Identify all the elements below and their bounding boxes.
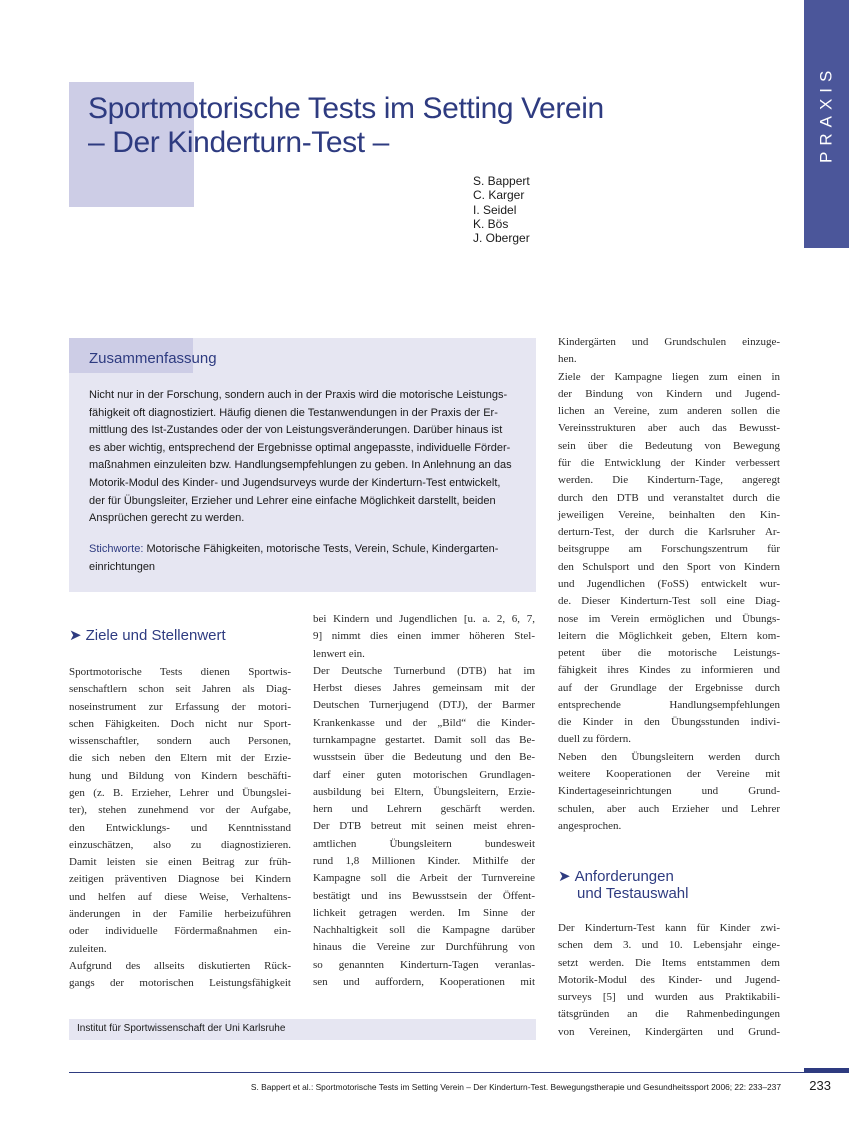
author: J. Oberger [473, 231, 530, 246]
text-line: senschaftlern schon seit Jahren als Diag- [69, 683, 291, 696]
text-line: gen (z. B. Erzieher, Lehrer und Übungslei- [69, 786, 291, 799]
text-line: Sportmotorische Tests dienen Sportwis- [69, 666, 291, 678]
footer-tab [804, 1068, 849, 1073]
text-line: wusstsein über die Bedeutung und den Be- [313, 751, 535, 764]
text-line: nose im Verein ermöglichen und Übungs- [558, 612, 780, 625]
text-line: petent über die motorische Leistungs- [558, 647, 780, 660]
author: K. Bös [473, 216, 509, 231]
article-title [88, 92, 788, 160]
text-line: tätsgründen an die Rahmenbedingungen [558, 1008, 780, 1021]
text-line: gangs der motorischen Leistungsfähigkeit [69, 977, 291, 990]
text-line: sein über die Bedeutung von Bewegung [558, 439, 780, 452]
text-line: Der Kinderturn-Test kann für Kinder zwi- [558, 922, 780, 934]
keywords-label: Stichworte: [89, 543, 144, 555]
text-line: von Vereinen, Kindergärten und Grund- [558, 1025, 780, 1038]
abstract-line: Ansprüchen gerecht zu werden. [89, 512, 245, 525]
section-title: Anforderungen [574, 868, 674, 885]
abstract-heading: Zusammenfassung [89, 350, 217, 367]
text-line: schen dem 3. und 10. Lebensjahr einge- [558, 939, 780, 952]
text-line: hinaus die Vereine zur Durchführung von [313, 941, 535, 954]
keywords-line-2: einrichtungen [89, 560, 156, 573]
body-column-3-continued [558, 920, 780, 1041]
text-line: surveys [5] und wurden aus Praktikabili- [558, 991, 780, 1004]
text-line: die Kinder in den Übungsstunden indivi- [558, 716, 780, 729]
text-line: und Jugendlichen (FoSS) entwickelt wur- [558, 577, 780, 590]
text-line: leitern die Möglichkeit geben, Eltern kom- [558, 629, 780, 642]
affiliation: Institut für Sportwissenschaft der Uni Karlsruhe [77, 1023, 286, 1034]
body-column-1 [69, 664, 291, 992]
footer-rule [69, 1072, 849, 1073]
text-line: darf einer guten motorischen Grundlagen- [313, 768, 535, 781]
author: C. Karger [473, 188, 525, 203]
text-line: de. Dieser Kinderturn-Test soll eine Diag- [558, 595, 780, 608]
body-column-3 [558, 334, 780, 835]
author: S. Bappert [473, 174, 530, 188]
text-line: ter), stehen zunehmend vor der Aufgabe, [69, 804, 291, 817]
text-line: Damit leisten sie einen Beitrag zur früh- [69, 856, 291, 869]
text-line: werden. Die Kinderturn-Tage, angeregt [558, 474, 780, 487]
text-line: durch den DTB und veranstaltet durch die [558, 491, 780, 504]
text-line: lichkeit getragen werden. Im Sinne der [313, 906, 535, 919]
text-line: entsprechende Handlungsempfehlungen [558, 698, 780, 711]
text-line: hern und Lehrern geschärft werden. [313, 803, 535, 816]
arrow-icon: ➤ [558, 868, 571, 885]
text-line: hen. [558, 353, 577, 366]
abstract-line: fähigkeit oft diagnostiziert. Häufig dienen die Testanwendungen in der Praxis der Er- [89, 406, 498, 419]
text-line: schulen, aber auch Erzieher und Lehrer [558, 802, 780, 815]
abstract-line: es aber wichtig, entsprechend der Ergebnisse optimal angepasste, individuelle Förder- [89, 441, 511, 454]
text-line: lenwert ein. [313, 647, 365, 660]
text-line: Der Deutsche Turnerbund (DTB) hat im [313, 664, 535, 677]
text-line: angesprochen. [558, 819, 622, 832]
text-line: beitsgruppe am Forschungszentrum für [558, 543, 780, 556]
text-line: noseinstrument zur Erfassung der motori- [69, 700, 291, 713]
text-line: die sich neben den Eltern mit der Erzie- [69, 752, 291, 765]
section-title: Ziele und Stellenwert [85, 627, 226, 644]
text-line: weitere Kooperationen der Vereine mit [558, 768, 780, 781]
text-line: zuleiten. [69, 942, 107, 955]
text-line: Neben den Übungsleitern werden durch [558, 750, 780, 763]
text-line: Kampagne soll die Arbeit der Turnvereine [313, 872, 535, 885]
text-line: 9] nimmt dies einen immer höheren Stel- [313, 630, 535, 643]
text-line: derturn-Test, der durch die Karlsruher Ar- [558, 526, 780, 539]
text-line: hung und Bildung von Kindern beschäfti- [69, 769, 291, 782]
text-line: ausbildung bei Eltern, Übungsleitern, Erzie- [313, 785, 535, 798]
text-line: für die Entwicklung der Kinder verbessert [558, 456, 780, 469]
text-line: auf der Grundlage der Ergebnisse durch [558, 681, 780, 694]
text-line: den Entwicklungs- und Kenntnisstand [69, 821, 291, 834]
abstract-text [89, 387, 519, 528]
text-line: Kindergärten und Grundschulen einzuge- [558, 336, 780, 348]
text-line: so genannten Kinderturn-Tagen veranlas- [313, 958, 535, 971]
text-line: Ziele der Kampagne liegen zum einen in [558, 370, 780, 383]
text-line: Deutschen Turnerjugend (DTJ), der Barmer [313, 699, 535, 712]
page-number: 233 [809, 1078, 831, 1093]
text-line: bei Kindern und Jugendlichen [u. a. 2, 6, 7, [313, 613, 535, 625]
text-line: Krankenkasse und der „Bild“ die Kinder- [313, 716, 535, 729]
section-title-line-2: und Testauswahl [577, 885, 689, 902]
text-line: zeitigen präventiven Diagnose bei Kindern [69, 873, 291, 886]
text-line: amtlichen Übungsleitern bundesweit [313, 837, 535, 850]
text-line: Vereinsstrukturen aber auch das Bewusst- [558, 422, 780, 435]
title-line-1: Sportmotorische Tests im Setting Verein [88, 92, 604, 125]
footer-citation: S. Bappert et al.: Sportmotorische Tests im Setting Verein – Der Kinderturn-Test. Bewegungstherapie und Gesundheitssport 2006; 22: 233–237 [250, 1082, 781, 1092]
abstract-line: Nicht nur in der Forschung, sondern auch in der Praxis wird die motorische Leistungs- [89, 389, 508, 401]
text-line: schen Fähigkeiten. Doch nicht nur Sport- [69, 717, 291, 730]
text-line: rund 1,8 Millionen Kinder. Mithilfe der [313, 854, 535, 867]
keywords [89, 541, 519, 576]
body-column-2 [313, 611, 535, 991]
abstract-line: mittlung des Ist-Zustandes oder der von Leistungsveränderungen. Darüber hinaus ist [89, 424, 503, 437]
text-line: sen und auffordern, Kooperationen mit [313, 975, 535, 988]
text-line: änderungen in der Familie herbeizuführen [69, 907, 291, 920]
keywords-line-1: Motorische Fähigkeiten, motorische Tests, Verein, Schule, Kindergarten- [143, 543, 499, 555]
text-line: der Bindung von Kindern und Jugend- [558, 387, 780, 400]
text-line: Der DTB betreut mit seinen meist ehren- [313, 820, 535, 833]
text-line: turnkampagne gestartet. Damit soll das Be- [313, 733, 535, 746]
abstract-line: der für Übungsleiter, Erzieher und Lehrer eine einfache Möglichkeit darstellt, beiden [89, 494, 496, 507]
text-line: den Schulsport und den Sport von Kindern [558, 560, 780, 573]
section-heading-anforderungen [558, 868, 688, 902]
text-line: Motorik-Modul des Kinder- und Jugend- [558, 973, 780, 986]
text-line: einzuschätzen, also zu diagnostizieren. [69, 838, 291, 851]
section-heading-ziele [69, 627, 226, 644]
text-line: lichen an Vereine, zum anderen sollen die [558, 405, 780, 418]
text-line: jeweiligen Vereine, beinhalten den Kin- [558, 508, 780, 521]
abstract-line: Motorik-Modul des Kinder- und Jugendsurveys wurde der Kinderturn-Test entwickelt, [89, 476, 501, 489]
text-line: wissenschaftler, sondern auch Personen, [69, 735, 291, 748]
arrow-icon: ➤ [69, 627, 82, 644]
text-line: Aufgrund des allseits diskutierten Rück- [69, 959, 291, 972]
text-line: Nachhaltigkeit soll die Kampagne darüber [313, 924, 535, 937]
text-line: bestätigt und ins Bewusstsein der Öffent- [313, 889, 535, 902]
text-line: Kindertageseinrichtungen und Grund- [558, 785, 780, 798]
text-line: und helfen auf diese Weise, Verhaltens- [69, 890, 291, 903]
author: I. Seidel [473, 202, 517, 217]
text-line: setzt werden. Die Items entstammen dem [558, 956, 780, 969]
text-line: fähigkeit ihres Kindes zu informieren und [558, 664, 780, 677]
section-tab-label: PRAXIS [816, 64, 836, 164]
author-list [473, 174, 530, 245]
abstract-line: maßnahmen einzuleiten bzw. Handlungsempfehlungen zu geben. In Anlehnung an das [89, 459, 512, 472]
title-line-2: – Der Kinderturn-Test – [88, 126, 389, 159]
text-line: oder individuelle Fördermaßnahmen ein- [69, 925, 291, 938]
text-line: duell zu fördern. [558, 733, 631, 746]
text-line: Herbst dieses Jahres gemeinsam mit der [313, 682, 535, 695]
